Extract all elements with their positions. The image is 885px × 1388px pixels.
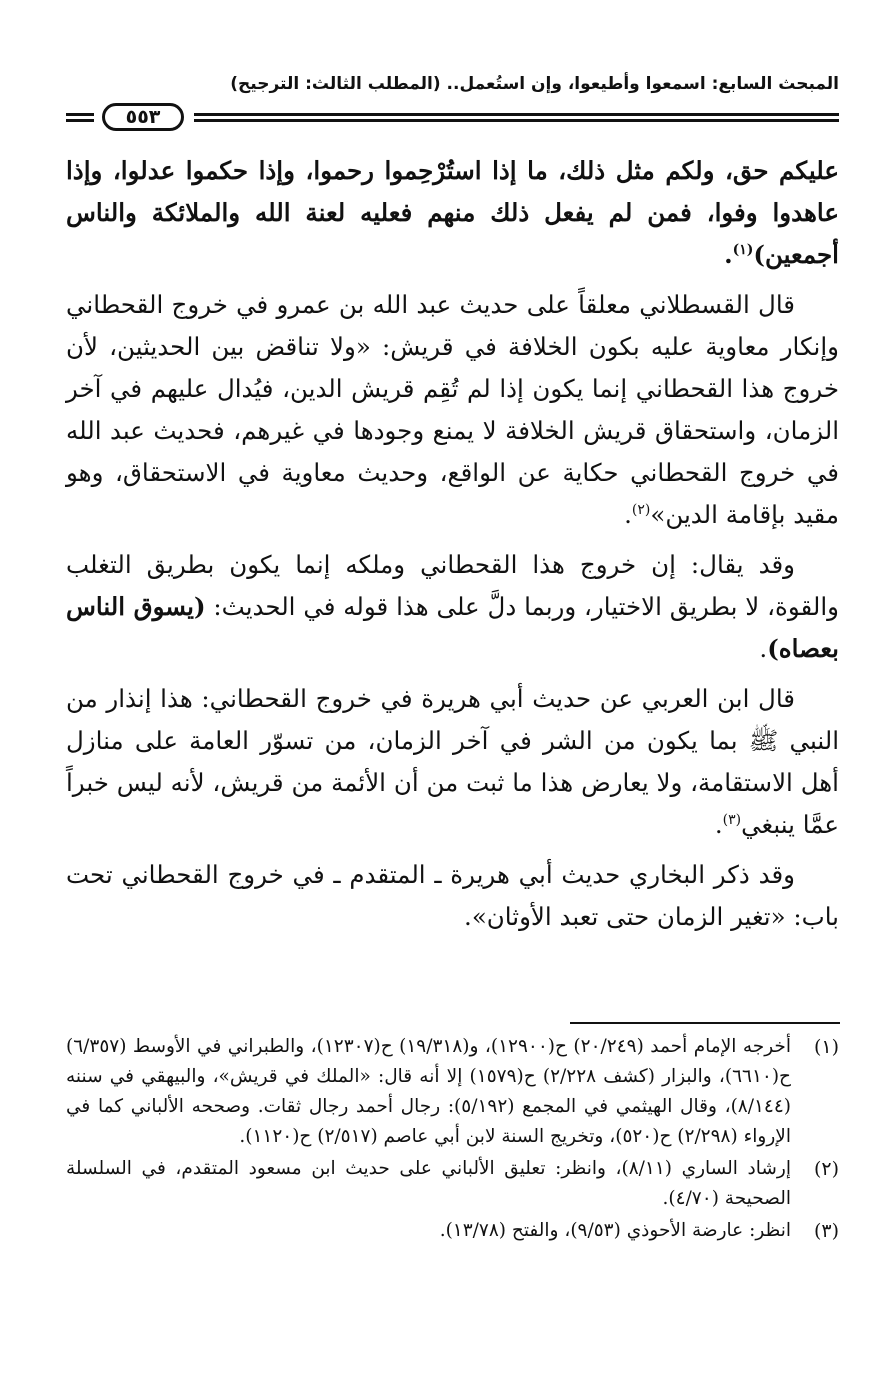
footnote-3 — [66, 1216, 839, 1246]
paragraph-text: عليكم حق، ولكم مثل ذلك، ما إذا استُرْحِموا رحموا، وإذا حكموا عدلوا، وإذا عاهدوا وفوا، فمن لم يفعل ذلك منهم فعليه لعنة الله والملائكة والناس أجمعين) — [66, 156, 839, 269]
paragraph-5 — [66, 854, 839, 938]
paragraph-4 — [66, 678, 839, 846]
footnote-number: (١) — [813, 1036, 839, 1058]
paragraph-text: قال القسطلاني معلقاً على حديث عبد الله بن عمرو في خروج القحطاني وإنكار معاوية عليه بكون الخلافة في قريش: «ولا تناقض بين الحديثين، لأن خروج هذا القحطاني إنما يكون إذا لم تُقِم قريش الدين، فيُدال عليهم في آخر الزمان، واستحقاق قريش الخلافة لا يمنع وجودها في غيرهم، فحديث عبد الله في خروج القحطاني حكاية عن الواقع، وحديث معاوية في الاستحقاق، وهو مقيد بإقامة الدين» — [66, 290, 839, 529]
paragraph-2 — [66, 284, 839, 536]
footnote-text: إرشاد الساري (٨/١١)، وانظر: تعليق الألباني على حديث ابن مسعود المتقدم، في السلسلة الصحيحة (٤/٧٠). — [66, 1158, 791, 1209]
footnote-separator — [570, 1022, 840, 1024]
paragraph-text: قال ابن العربي عن حديث أبي هريرة في خروج القحطاني: هذا إنذار من النبي ﷺ بما يكون من الشر في آخر الزمان، من تسوّر العامة على منازل أهل الاستقامة، ولا يعارض هذا ما ثبت من أن الأئمة من قريش، لأنه ليس خبراً عمَّا ينبغي — [66, 684, 839, 839]
footnote-text: انظر: عارضة الأحوذي (٩/٥٣)، والفتح (١٣/٧٨). — [439, 1220, 791, 1241]
header-rule-right — [194, 113, 839, 122]
footnotes — [66, 1032, 839, 1248]
footnote-1 — [66, 1032, 839, 1152]
footnote-number: (٢) — [813, 1158, 839, 1180]
hadith-quote: (يسوق الناس بعصاه) — [66, 592, 839, 663]
paragraph-tail: . — [624, 500, 632, 529]
paragraph-1 — [66, 150, 839, 276]
page-number: ٥٥٣ — [102, 103, 184, 131]
header-rule-left — [66, 113, 94, 122]
running-title: المبحث السابع: اسمعوا وأطيعوا، وإن استُعمل.. (المطلب الثالث: الترجيح) — [230, 74, 839, 94]
header-rule — [66, 103, 839, 133]
paragraph-tail: . — [714, 810, 723, 839]
footnote-number: (٣) — [813, 1220, 839, 1242]
footnote-ref: (٣) — [722, 811, 742, 828]
footnote-2 — [66, 1154, 839, 1214]
paragraph-3 — [66, 544, 839, 670]
paragraph-tail: . — [724, 240, 733, 269]
paragraph-tail: . — [759, 634, 768, 663]
main-text — [66, 150, 839, 946]
paragraph-text: وقد ذكر البخاري حديث أبي هريرة ـ المتقدم ـ في خروج القحطاني تحت باب: «تغير الزمان حتى تعبد الأوثان». — [66, 860, 839, 931]
footnote-ref: (١) — [732, 241, 754, 258]
paragraph-text: وقد يقال: إن خروج هذا القحطاني وملكه إنما يكون بطريق التغلب والقوة، لا بطريق الاختيار، وربما دلَّ على هذا قوله في الحديث: — [66, 550, 840, 621]
footnote-ref: (٢) — [631, 501, 651, 518]
footnote-text: أخرجه الإمام أحمد (٢٠/٢٤٩) ح(١٢٩٠٠)، و(١٩/٣١٨) ح(١٢٣٠٧)، والطبراني في الأوسط (٦/٣٥٧) ح(٦٦١٠)، والبزار (كشف ٢/٢٢٨) ح(١٥٧٩) إلا أنه قال: «الملك في قريش»، والبيهقي في سننه (٨/١٤٤)، وقال الهيثمي في المجمع (٥/١٩٢): رجال أحمد رجال ثقات. وصححه الألباني كما في الإرواء (٢/٢٩٨) ح(٥٢٠)، وتخريج السنة لابن أبي عاصم (٢/٥١٧) ح(١١٢٠). — [66, 1036, 792, 1147]
